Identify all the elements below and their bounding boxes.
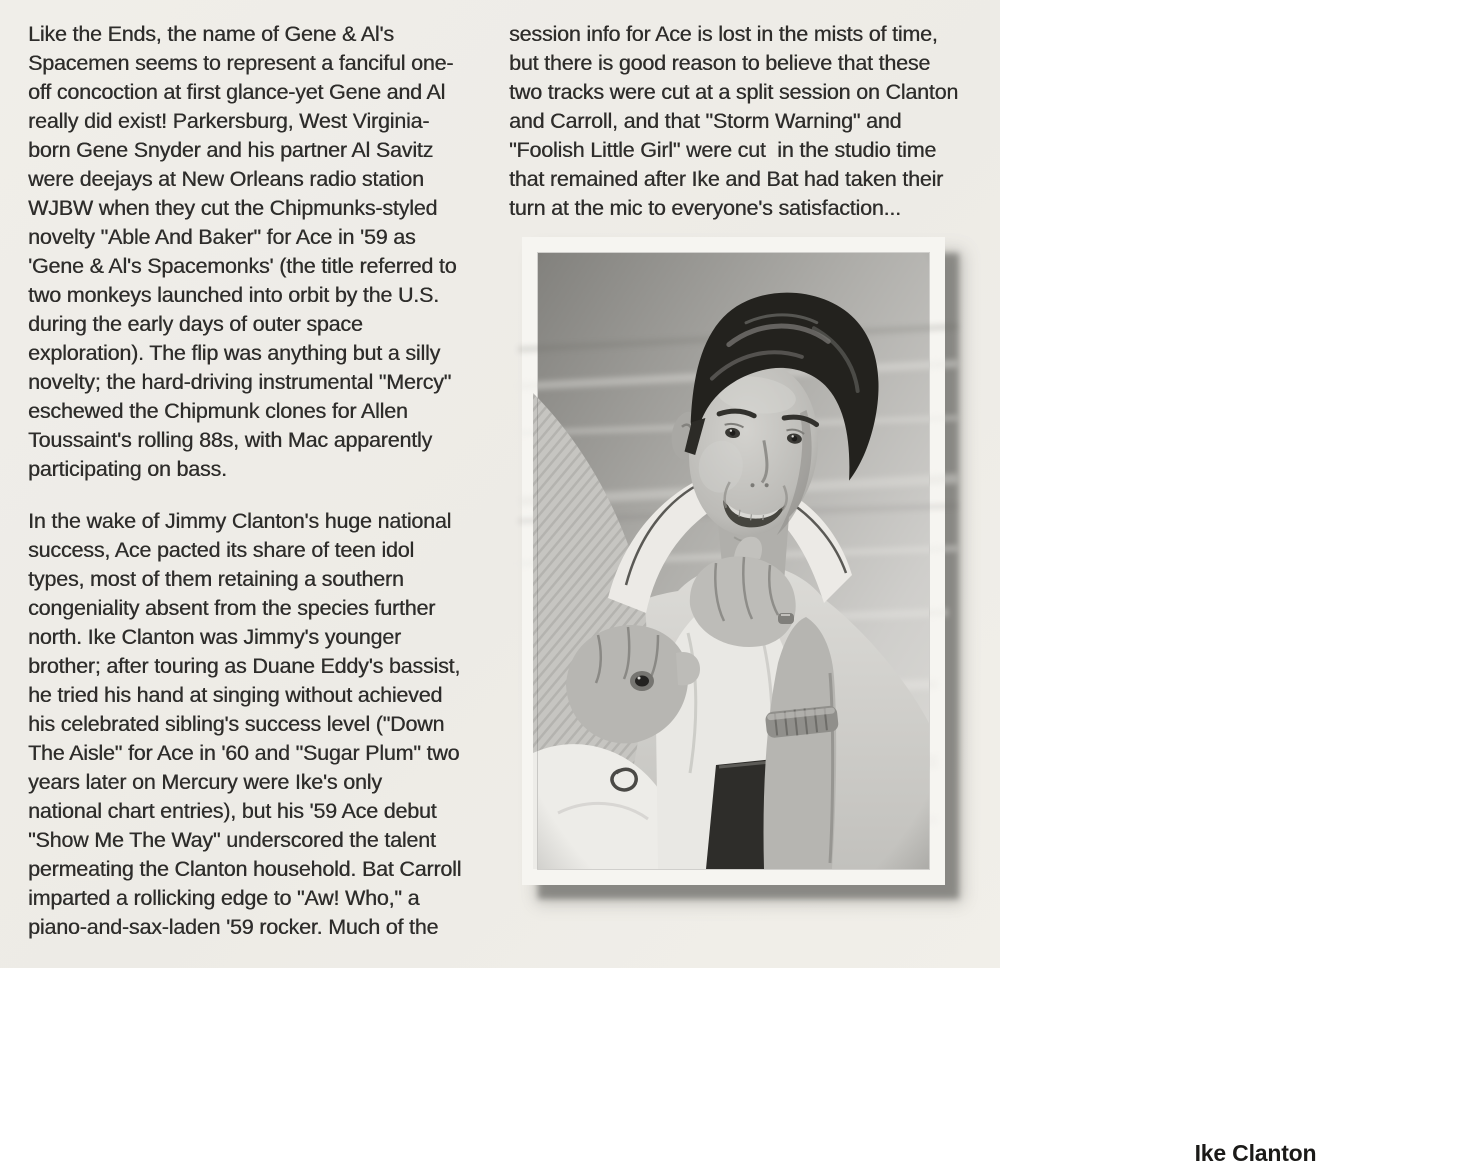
text-line: congeniality absent from the species further xyxy=(28,596,436,620)
text-line: and Carroll, and that "Storm Warning" and xyxy=(509,109,902,133)
photo-caption: Ike Clanton xyxy=(1194,1140,1317,1166)
text-line: In the wake of Jimmy Clanton's huge national xyxy=(28,509,452,533)
text-line: two monkeys launched into orbit by the U.S. xyxy=(28,283,439,307)
text-line: WJBW when they cut the Chipmunks-styled xyxy=(28,196,438,220)
text-line: permeating the Clanton household. Bat Carroll xyxy=(28,857,462,881)
text-line: success, Ace pacted its share of teen idol xyxy=(28,538,414,562)
text-line: were deejays at New Orleans radio station xyxy=(28,167,424,191)
text-line: piano-and-sax-laden '59 rocker. Much of the xyxy=(28,915,439,939)
text-line: north. Ike Clanton was Jimmy's younger xyxy=(28,625,401,649)
text-line: session info for Ace is lost in the mists of time, xyxy=(509,22,938,46)
text-line: turn at the mic to everyone's satisfaction... xyxy=(509,196,901,220)
text-line: novelty; the hard-driving instrumental "Mercy" xyxy=(28,370,452,394)
text-line: eschewed the Chipmunk clones for Allen xyxy=(28,399,408,423)
text-line: types, most of them retaining a southern xyxy=(28,567,404,591)
text-line: that remained after Ike and Bat had taken their xyxy=(509,167,944,191)
text-line: off concoction at first glance-yet Gene and Al xyxy=(28,80,446,104)
text-line: novelty "Able And Baker" for Ace in '59 as xyxy=(28,225,416,249)
text-line: his celebrated sibling's success level ("Down xyxy=(28,712,445,736)
paragraph-gene-al-spacemen xyxy=(28,20,456,484)
text-line: 'Gene & Al's Spacemonks' (the title referred to xyxy=(28,254,457,278)
paragraph-session-info xyxy=(509,20,958,223)
text-line: during the early days of outer space xyxy=(28,312,363,336)
ike-clanton-photo xyxy=(538,253,929,869)
text-line: imparted a rollicking edge to "Aw! Who," a xyxy=(28,886,420,910)
text-line: brother; after touring as Duane Eddy's bassist, xyxy=(28,654,461,678)
text-line: years later on Mercury were Ike's only xyxy=(28,770,382,794)
text-line: Toussaint's rolling 88s, with Mac apparently xyxy=(28,428,433,452)
photo-figure xyxy=(522,237,1317,1166)
photo-frame xyxy=(522,237,945,885)
text-line: he tried his hand at singing without achieved xyxy=(28,683,443,707)
paragraph-ike-clanton xyxy=(28,507,461,942)
text-line: but there is good reason to believe that these xyxy=(509,51,931,75)
text-line: national chart entries), but his '59 Ace debut xyxy=(28,799,437,823)
text-line: exploration). The flip was anything but a silly xyxy=(28,341,441,365)
text-line: The Aisle" for Ace in '60 and "Sugar Plum" two xyxy=(28,741,460,765)
text-line: born Gene Snyder and his partner Al Savitz xyxy=(28,138,434,162)
text-line: Like the Ends, the name of Gene & Al's xyxy=(28,22,394,46)
text-line: two tracks were cut at a split session on Clanton xyxy=(509,80,959,104)
text-line: really did exist! Parkersburg, West Virginia- xyxy=(28,109,430,133)
text-line: Spacemen seems to represent a fanciful one- xyxy=(28,51,454,75)
text-line: participating on bass. xyxy=(28,457,227,481)
text-line: "Show Me The Way" underscored the talent xyxy=(28,828,436,852)
text-line: "Foolish Little Girl" were cut in the studio time xyxy=(509,138,937,162)
